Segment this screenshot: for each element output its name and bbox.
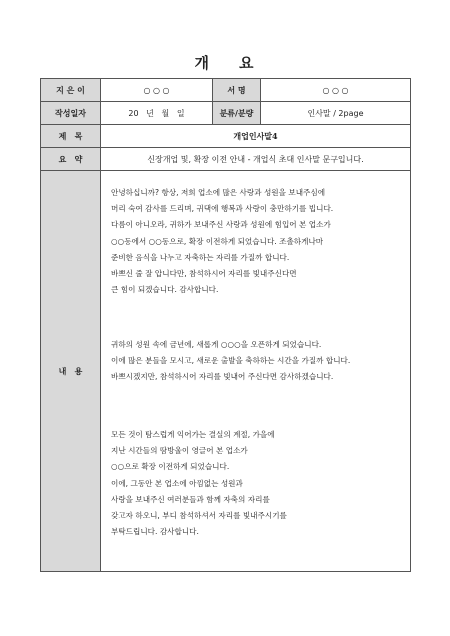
summary-label: 요 약 [41,148,101,171]
signature-label: 서 명 [213,79,261,102]
document-title-left: 개 [194,54,211,72]
summary-form-table [40,78,411,572]
content-line: 지난 시간들의 땀방울이 영글어 본 업소가 [111,446,248,456]
content-line: 모든 것이 탐스럽게 익어가는 결실의 계절, 가을에 [111,430,275,439]
content-line: 사랑을 보내주신 여러분들과 함께 자축의 자리를 [111,494,270,504]
subject-value: 개업인사말4 [101,125,411,148]
form-row-summary [41,148,411,171]
content-line: 갖고자 하오니, 부디 참석하셔서 자리를 빛내주시기를 [111,511,287,521]
content-line: 큰 힘이 되겠습니다. 감사합니다. [111,285,219,295]
author-label: 지 은 이 [41,79,101,102]
content-line: 바쁘시겠지만, 참석하시어 자리를 빛내어 주신다면 감사하겠습니다. [111,372,334,382]
signature-value: ○ ○ ○ [261,79,411,102]
date-label: 작성일자 [41,102,101,125]
content-line: 머리 숙여 감사를 드리며, 귀댁에 행복과 사랑이 충만하기를 빕니다. [111,204,334,214]
content-line: 다름이 아니오라, 귀하가 보내주신 사랑과 성원에 힘입어 본 업소가 [111,220,331,230]
content-line: 부탁드립니다. 감사합니다. [111,527,199,537]
form-row-author [41,79,411,102]
form-row-subject [41,125,411,148]
content-line: 안녕하십니까? 항상, 저희 업소에 많은 사랑과 성원을 보내주심에 [111,188,326,197]
document-title [0,52,450,73]
content-line: 바쁘신 줄 잘 압니다만, 참석하시어 자리를 빛내주신다면 [111,269,297,279]
content-paragraph-3 [111,427,441,540]
content-line: ○○으로 확장 이전하게 되었습니다. [111,462,230,472]
content-line: 귀하의 성원 속에 금년에, 새롭게 ○○○을 오픈하게 되었습니다. [111,340,322,349]
content-paragraph-1 [111,185,441,298]
summary-value: 신장개업 및, 확장 이전 안내 - 개업식 초대 인사말 문구입니다. [101,148,411,171]
content-label: 내 용 [41,171,101,572]
content-line: ○○동에서 ○○동으로, 확장 이전하게 되었습니다. 조촐하게나마 [111,236,324,246]
category-value: 인사말 / 2page [261,102,411,125]
date-value: 20 년 월 일 [101,102,213,125]
author-value: ○ ○ ○ [101,79,213,102]
content-body [101,171,411,572]
document-title-right: 요 [239,54,256,72]
subject-label: 제 목 [41,125,101,148]
content-line: 이에 많은 분들을 모시고, 새로운 출발을 축하하는 시간을 가질까 합니다. [111,356,351,366]
content-line: 이에, 그동안 본 업소에 아낌없는 성원과 [111,478,243,488]
category-label: 분류/분량 [213,102,261,125]
form-row-content [41,171,411,572]
content-paragraph-2 [111,337,441,386]
content-line: 준비한 음식을 나누고 자축하는 자리를 가질까 합니다. [111,252,290,262]
form-row-date [41,102,411,125]
